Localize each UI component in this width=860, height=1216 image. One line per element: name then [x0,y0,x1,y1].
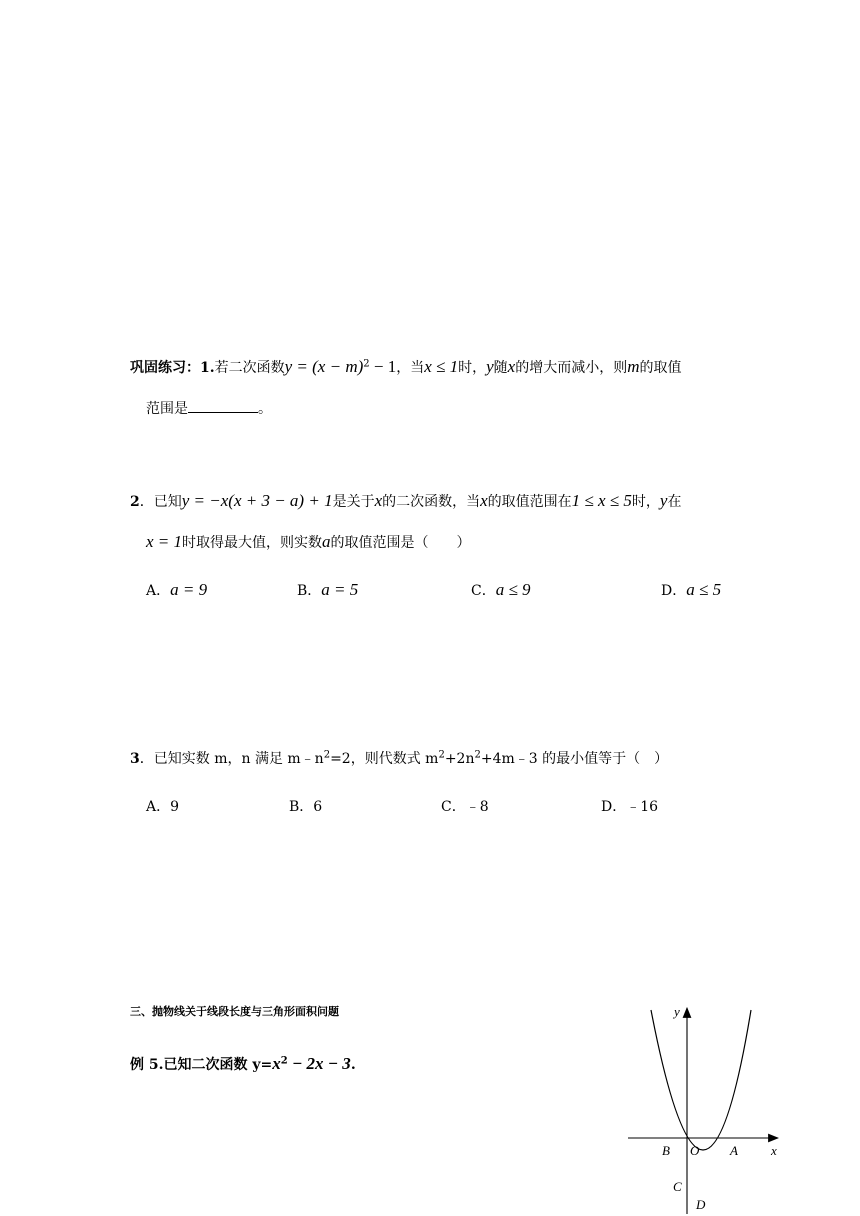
q1-line1: 巩固练习：1.若二次函数$y = (x - m)^2 - 1$，当x ≤ 1时，y随x的增大而减小，则m的取值 [130,357,682,376]
q3-option-a[interactable]: A．9 [146,799,180,815]
q3-option-c[interactable]: C．﹣8 [441,799,489,815]
example5-line: 例 5.已知二次函数 $y=x^2 - 2x - 3$. [130,1054,356,1073]
q2-number: 2 [130,494,140,510]
section3-heading: 三、抛物线关于线段长度与三角形面积问题 [130,1005,339,1018]
label-o: O [690,1143,700,1158]
q2-line1: 2．已知y = −x(x + 3 − a) + 1是关于x的二次函数，当x的取值范围在1 ≤ x ≤ 5时，y在 [130,491,682,510]
q1-formula: y = (x − m) [284,357,364,376]
label-b: B [662,1143,670,1158]
q3-line1: 3．已知实数 m，n 满足 $m﹣n^2=2$，则代数式 $m^2+2n^2+4m﹣3$ 的最小值等于（ ） [130,749,669,767]
q3-option-b[interactable]: B．6 [289,799,323,815]
q1-line2: 范围是 。 [146,398,272,420]
label-x: x [771,1143,777,1158]
q2-option-d[interactable]: D．a ≤ 5 [661,580,722,599]
q3-option-d[interactable]: D．﹣16 [601,799,659,815]
q2-formula: y = −x(x + 3 − a) + 1 [181,491,333,510]
label-a: A [730,1143,738,1158]
exercise-label: 巩固练习： [130,360,200,376]
label-c: C [673,1179,682,1194]
q2-line2: x = 1时取得最大值，则实数a的取值范围是（ ） [146,532,471,551]
q2-option-b[interactable]: B．a = 5 [297,580,359,599]
q1-number: 1. [200,360,215,376]
q3-number: 3 [130,751,140,767]
q2-option-a[interactable]: A．a = 9 [146,580,208,599]
parabola-graph [620,1000,800,1216]
label-d: D [696,1197,706,1212]
answer-blank [188,398,258,413]
q2-option-c[interactable]: C．a ≤ 9 [471,580,531,599]
parabola-curve [651,1010,751,1150]
label-y: y [674,1004,680,1019]
